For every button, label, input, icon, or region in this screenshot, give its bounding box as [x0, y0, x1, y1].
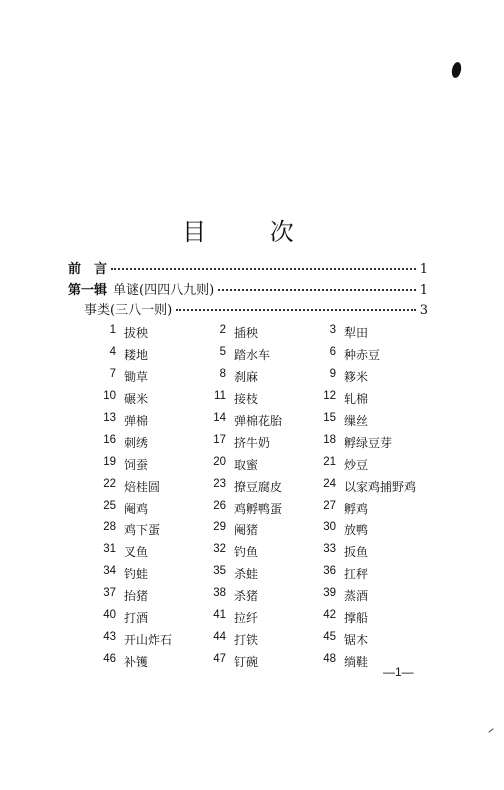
toc-label-bold: 第一辑	[68, 283, 108, 298]
riddle-entry	[200, 653, 310, 670]
riddle-entry	[200, 500, 310, 517]
riddle-entry	[90, 500, 200, 517]
entry-number: 14	[213, 412, 226, 424]
entry-row	[90, 388, 420, 410]
entry-number: 24	[323, 477, 336, 490]
riddle-entry	[310, 587, 420, 604]
entry-number: 9	[329, 368, 336, 381]
entry-row	[90, 563, 420, 585]
riddle-entry	[310, 631, 420, 648]
riddle-entry	[90, 587, 200, 604]
riddle-list	[90, 322, 420, 672]
entry-number: 7	[109, 368, 116, 381]
entry-title: 犁田	[344, 326, 369, 341]
riddle-entry	[200, 543, 310, 560]
entry-number: 11	[214, 390, 226, 403]
entry-row	[90, 453, 420, 475]
entry-title: 开山炸石	[124, 632, 173, 647]
entry-row	[90, 322, 420, 344]
entry-title: 钓蛙	[124, 567, 149, 582]
entry-number: 18	[323, 433, 336, 446]
riddle-entry	[310, 456, 420, 473]
entry-title: 以家鸡捕野鸡	[344, 479, 417, 494]
entry-number: 40	[103, 609, 116, 622]
entry-number: 35	[213, 565, 226, 578]
entry-title: 种赤豆	[344, 348, 381, 363]
entry-title: 钓鱼	[234, 545, 259, 560]
entry-title: 打酒	[124, 611, 149, 626]
entry-row	[90, 607, 420, 629]
entry-number: 3	[329, 324, 336, 337]
entry-number: 23	[213, 477, 226, 490]
riddle-entry	[310, 434, 420, 451]
entry-number: 10	[103, 390, 116, 403]
entry-title: 杀蛙	[234, 567, 259, 582]
entry-number: 13	[103, 412, 116, 424]
entry-row	[90, 628, 420, 650]
entry-title: 饲蚕	[124, 457, 149, 472]
riddle-entry	[90, 565, 200, 582]
entry-title: 打铁	[234, 632, 259, 647]
entry-title: 钉碗	[234, 654, 259, 669]
entry-number: 21	[323, 455, 336, 468]
dot-leader	[176, 309, 416, 311]
entry-number: 4	[109, 346, 116, 359]
riddle-entry	[200, 368, 310, 385]
entry-number: 42	[323, 609, 336, 622]
entry-number: 15	[323, 412, 336, 424]
entry-title: 耧地	[124, 348, 149, 363]
riddle-entry	[200, 324, 310, 341]
entry-number: 8	[219, 368, 226, 381]
toc-page-number: 3	[419, 303, 428, 318]
dot-leader	[218, 289, 416, 291]
entry-title: 锯木	[344, 632, 369, 647]
riddle-entry	[200, 587, 310, 604]
dot-leader	[111, 268, 416, 270]
riddle-entry	[90, 390, 200, 407]
entry-title: 刹麻	[234, 370, 259, 385]
riddle-entry	[90, 631, 200, 648]
entry-number: 31	[103, 543, 116, 556]
entry-number: 19	[103, 455, 116, 468]
riddle-entry	[310, 478, 420, 495]
riddle-entry	[200, 434, 310, 451]
margin-mark	[488, 728, 493, 733]
entry-title: 补镬	[124, 654, 149, 669]
entry-title: 炒豆	[344, 457, 369, 472]
entry-number: 30	[323, 521, 336, 534]
entry-number: 33	[323, 543, 336, 556]
toc-label: 单谜(四四八九则)	[113, 283, 215, 298]
entry-title: 轧棉	[344, 392, 369, 407]
entry-title: 扛秤	[344, 567, 369, 582]
riddle-entry	[200, 631, 310, 648]
entry-row	[90, 344, 420, 366]
page-number-footer: —1—	[383, 665, 414, 679]
entry-title: 孵绿豆芽	[344, 435, 393, 450]
entry-title: 刺绣	[124, 435, 149, 450]
entry-number: 41	[213, 609, 226, 622]
entry-number: 20	[213, 455, 226, 468]
entry-title: 拉纤	[234, 611, 259, 626]
riddle-entry	[90, 521, 200, 538]
riddle-entry	[310, 609, 420, 626]
riddle-entry	[310, 390, 420, 407]
riddle-entry	[310, 500, 420, 517]
entry-number: 46	[103, 652, 116, 665]
entry-title: 鸡孵鸭蛋	[234, 501, 283, 516]
entry-number: 36	[323, 565, 336, 578]
entry-title: 孵鸡	[344, 501, 369, 516]
entry-row	[90, 410, 420, 432]
entry-title: 焙桂圆	[124, 479, 161, 494]
entry-row	[90, 650, 420, 672]
riddle-entry	[200, 390, 310, 407]
entry-number: 47	[213, 652, 226, 665]
riddle-entry	[310, 543, 420, 560]
toc-page-number: 1	[419, 262, 428, 277]
entry-row	[90, 519, 420, 541]
riddle-entry	[90, 609, 200, 626]
riddle-entry	[90, 412, 200, 429]
riddle-entry	[90, 456, 200, 473]
entry-number: 45	[323, 630, 336, 643]
riddle-entry	[90, 543, 200, 560]
entry-row	[90, 585, 420, 607]
riddle-entry	[310, 346, 420, 363]
entry-title: 杀猪	[234, 589, 259, 604]
riddle-entry	[90, 478, 200, 495]
entry-title: 鸡下蛋	[124, 523, 161, 538]
entry-title: 阉鸡	[124, 501, 149, 516]
entry-title: 扳鱼	[344, 545, 369, 560]
riddle-entry	[90, 434, 200, 451]
entry-number: 34	[103, 565, 116, 578]
riddle-entry	[90, 324, 200, 341]
toc-entry-preface	[68, 258, 428, 277]
riddle-entry	[90, 368, 200, 385]
entry-title: 簃米	[344, 370, 369, 385]
entry-number: 29	[213, 521, 226, 534]
entry-row	[90, 366, 420, 388]
entry-row	[90, 475, 420, 497]
entry-row	[90, 541, 420, 563]
riddle-entry	[200, 521, 310, 538]
riddle-entry	[310, 412, 420, 429]
entry-title: 放鸭	[344, 523, 369, 538]
entry-title: 蒸酒	[344, 589, 369, 604]
page-title: 目 次	[182, 218, 322, 246]
entry-title: 缫丝	[344, 414, 369, 428]
entry-number: 27	[323, 499, 336, 512]
entry-number: 43	[103, 630, 116, 643]
riddle-entry	[200, 565, 310, 582]
entry-number: 32	[213, 543, 226, 556]
riddle-entry	[310, 565, 420, 582]
entry-number: 5	[219, 346, 226, 359]
entry-number: 2	[219, 324, 226, 337]
entry-number: 1	[109, 324, 116, 337]
entry-title: 绱鞋	[344, 654, 369, 669]
toc-page-number: 1	[419, 283, 428, 298]
entry-number: 28	[103, 521, 116, 534]
entry-title: 阉猪	[234, 523, 259, 538]
ink-blot	[450, 61, 462, 79]
toc-label-bold: 前 言	[68, 262, 108, 277]
riddle-entry	[200, 456, 310, 473]
riddle-entry	[200, 346, 310, 363]
entry-number: 44	[213, 630, 226, 643]
entry-number: 12	[323, 390, 336, 403]
entry-title: 踏水车	[234, 348, 271, 363]
riddle-entry	[200, 478, 310, 495]
riddle-entry	[310, 324, 420, 341]
riddle-entry	[200, 412, 310, 429]
riddle-entry	[90, 346, 200, 363]
toc-entry-affairs	[84, 299, 428, 318]
toc-label: 事类(三八一则)	[84, 303, 173, 318]
entry-title: 弹棉	[124, 414, 149, 428]
entry-title: 挤牛奶	[234, 435, 271, 450]
entry-title: 插秧	[234, 326, 259, 341]
entry-number: 26	[213, 499, 226, 512]
entry-title: 撩豆腐皮	[234, 479, 283, 494]
entry-row	[90, 497, 420, 519]
entry-number: 22	[103, 477, 116, 490]
toc-entry-part-one	[68, 279, 428, 298]
riddle-entry	[90, 653, 200, 670]
entry-number: 6	[329, 346, 336, 359]
entry-title: 锄草	[124, 370, 149, 385]
riddle-entry	[310, 521, 420, 538]
riddle-entry	[200, 609, 310, 626]
entry-title: 抬猪	[124, 589, 149, 604]
entry-title: 撑船	[344, 611, 369, 626]
entry-number: 38	[213, 587, 226, 600]
entry-number: 16	[103, 433, 116, 446]
entry-number: 17	[213, 433, 226, 446]
entry-title: 取蜜	[234, 457, 259, 472]
entry-number: 48	[323, 652, 336, 665]
entry-title: 弹棉花胎	[234, 414, 283, 428]
entry-title: 拔秧	[124, 326, 149, 341]
entry-number: 39	[323, 587, 336, 600]
entry-row	[90, 431, 420, 453]
entry-number: 37	[103, 587, 116, 600]
riddle-entry	[310, 368, 420, 385]
entry-title: 碾米	[124, 392, 149, 407]
entry-title: 叉鱼	[124, 545, 149, 560]
entry-number: 25	[103, 499, 116, 512]
entry-title: 接枝	[234, 392, 259, 407]
